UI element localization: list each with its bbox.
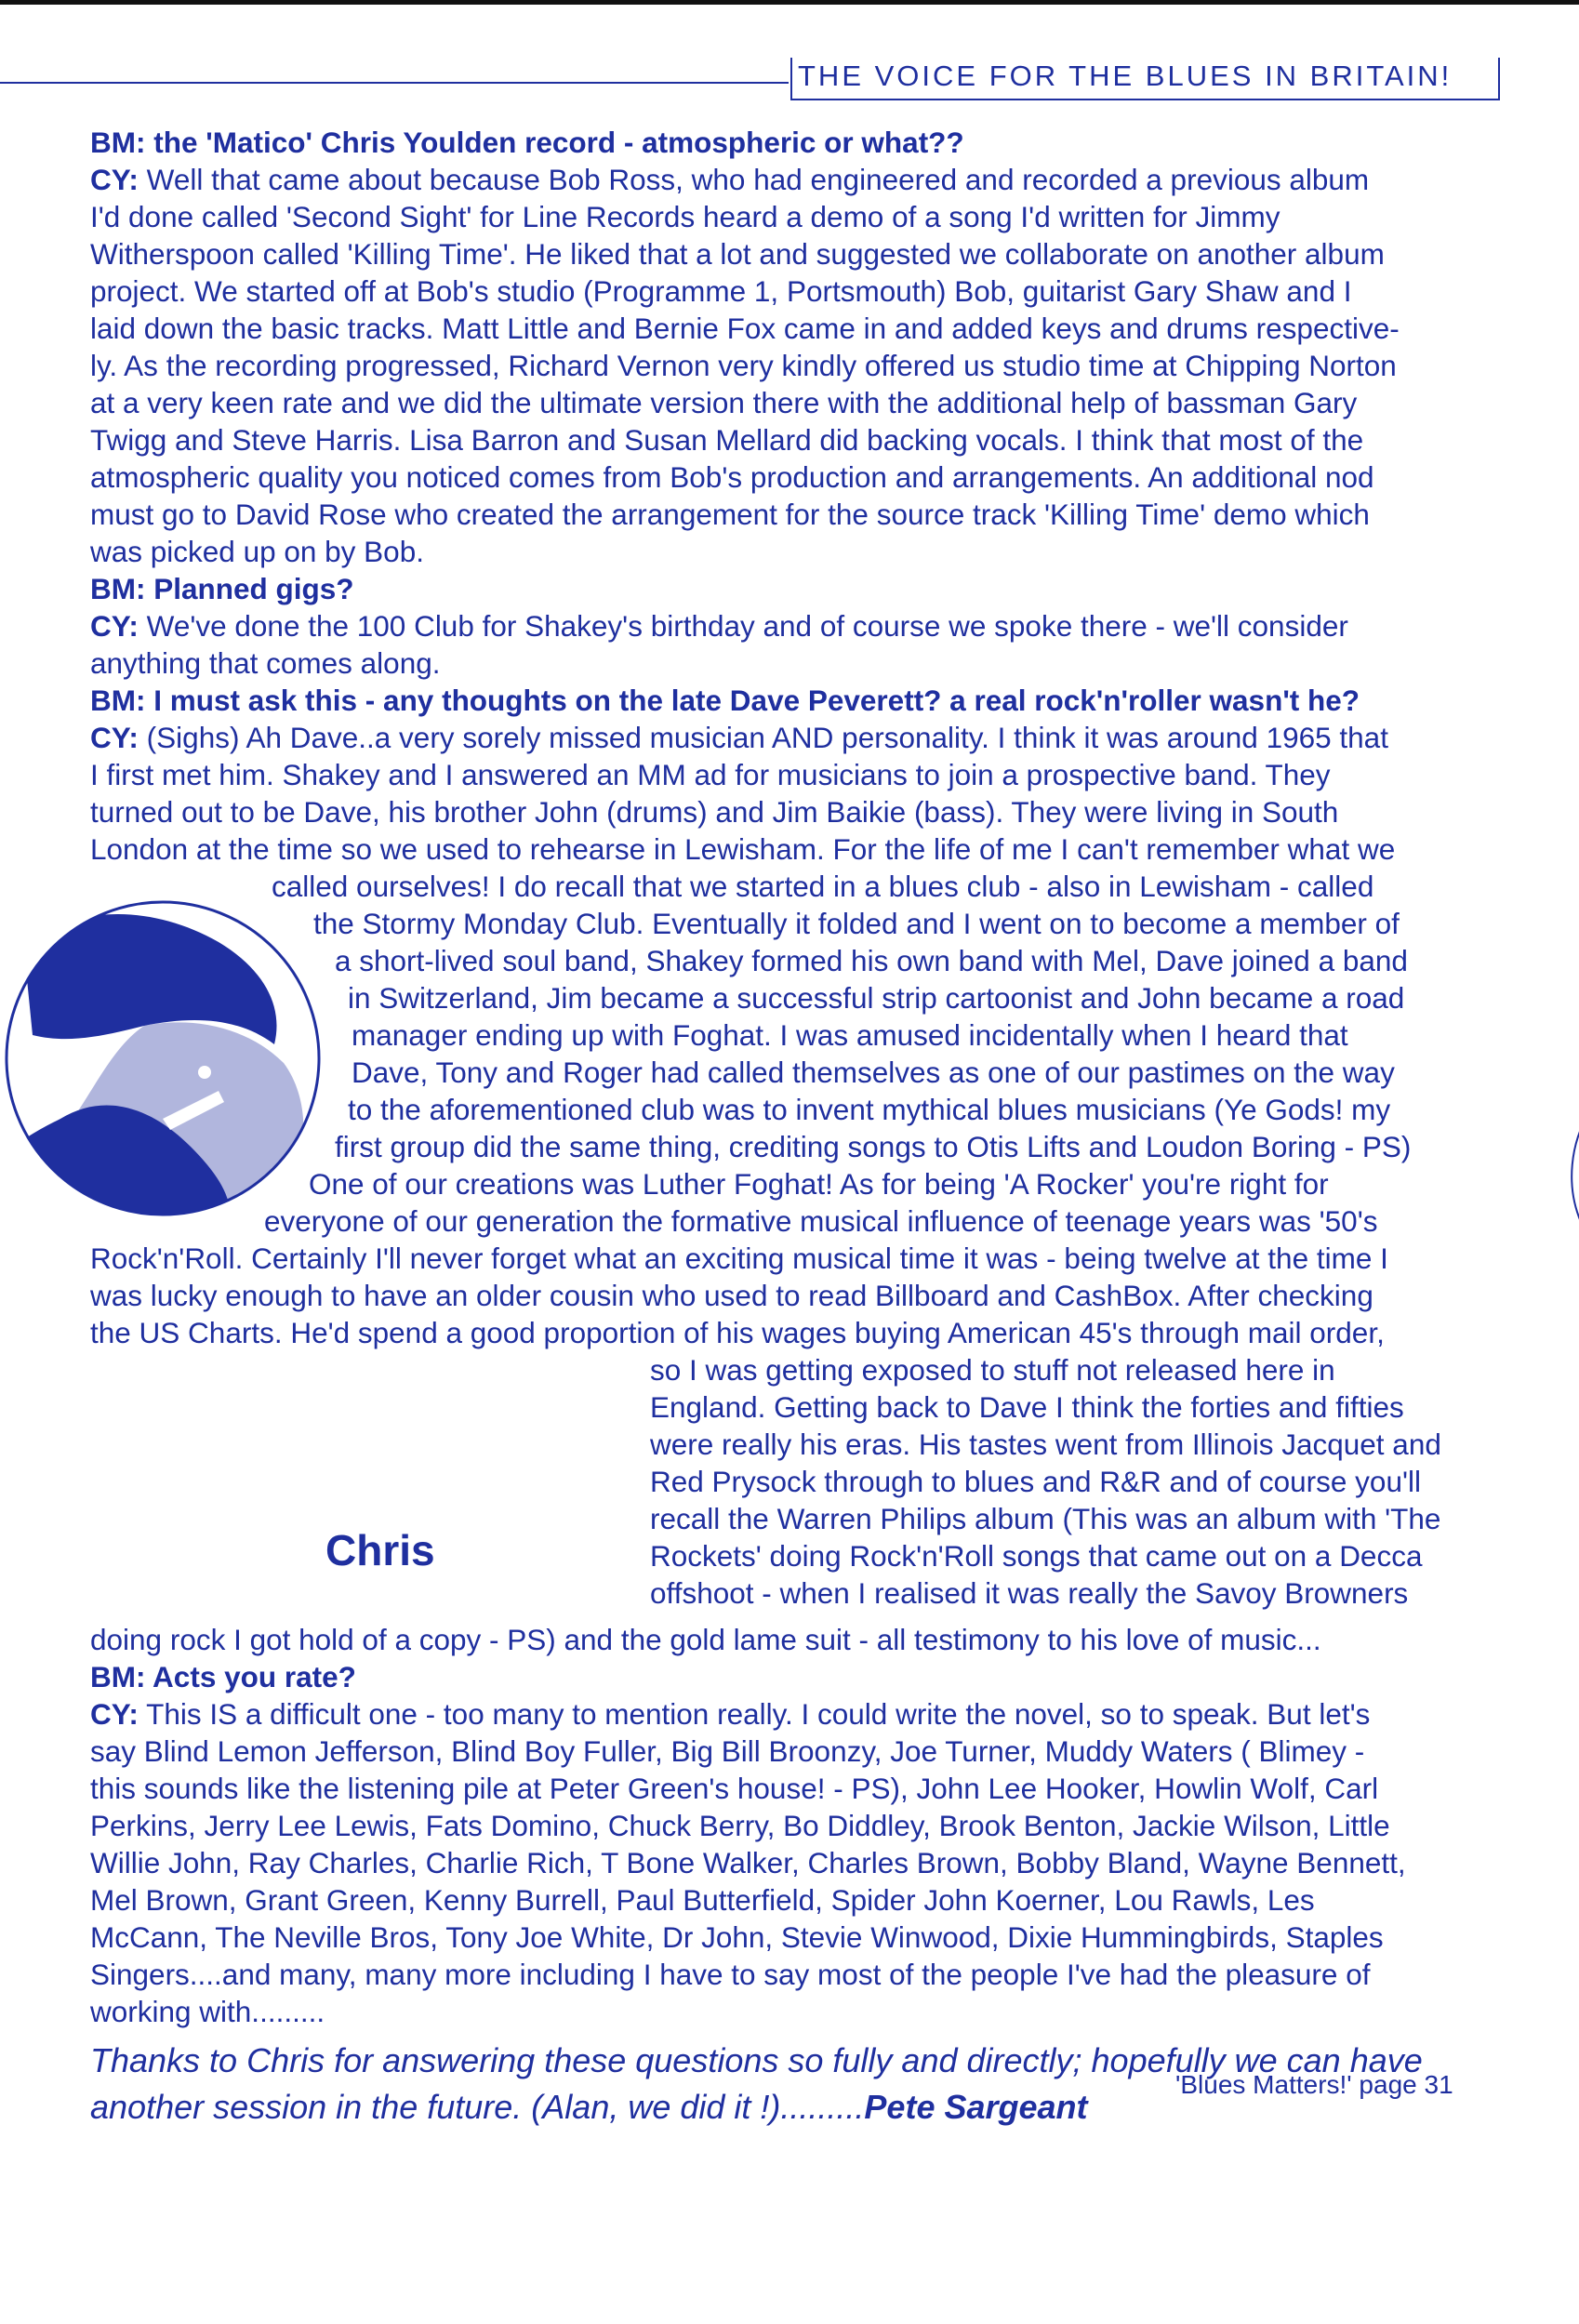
answer-3-line: offshoot - when I realised it was really the Savoy Browners bbox=[650, 1576, 1409, 1610]
answer-3-line: CY: (Sighs) Ah Dave..a very sorely missed musician AND personality. I think it was around 1965 that bbox=[90, 721, 1388, 754]
answer-4-line: Perkins, Jerry Lee Lewis, Fats Domino, Chuck Berry, Bo Diddley, Brook Benton, Jackie Wilson, Little bbox=[90, 1809, 1390, 1842]
answer-4-line: Mel Brown, Grant Green, Kenny Burrell, Paul Butterfield, Spider John Koerner, Lou Rawls, Les bbox=[90, 1883, 1315, 1917]
answer-4-line: this sounds like the listening pile at Peter Green's house! - PS), John Lee Hooker, Howlin Wolf, Carl bbox=[90, 1772, 1379, 1805]
answer-3-line: recall the Warren Philips album (This was an album with 'The bbox=[650, 1502, 1441, 1535]
answer-3-line: London at the time so we used to rehearse in Lewisham. For the life of me I can't remember what we bbox=[90, 832, 1396, 866]
answer-3-line: to the aforementioned club was to invent mythical blues musicians (Ye Gods! my bbox=[348, 1093, 1391, 1126]
answer-3-line: Dave, Tony and Roger had called themselves as one of our pastimes on the way bbox=[352, 1056, 1395, 1089]
answer-3-line: everyone of our generation the formative musical influence of teenage years was '50's bbox=[264, 1204, 1378, 1238]
answer-3-line: a short-lived soul band, Shakey formed his own band with Mel, Dave joined a band bbox=[335, 944, 1408, 977]
answer-3-line: Rockets' doing Rock'n'Roll songs that came out on a Decca bbox=[650, 1539, 1423, 1573]
answer-1-line: was picked up on by Bob. bbox=[90, 535, 424, 568]
answer-1-line: ly. As the recording progressed, Richard Vernon very kindly offered us studio time at Chipping Norton bbox=[90, 349, 1397, 382]
answer-3-line: the US Charts. He'd spend a good proportion of his wages buying American 45's through mail order, bbox=[90, 1316, 1385, 1349]
answer-3-line: first group did the same thing, crediting songs to Otis Lifts and Loudon Boring - PS) bbox=[335, 1130, 1412, 1163]
answer-4-line: CY: This IS a difficult one - too many to mention really. I could write the novel, so to speak. But let's bbox=[90, 1697, 1371, 1731]
page-footer: 'Blues Matters!' page 31 bbox=[1175, 2070, 1453, 2099]
photo-caption: Chris bbox=[325, 1526, 435, 1574]
answer-3-line: manager ending up with Foghat. I was amused incidentally when I heard that bbox=[352, 1018, 1348, 1052]
answer-2-line: CY: We've done the 100 Club for Shakey's birthday and of course we spoke there - we'll consider bbox=[90, 609, 1348, 643]
answer-1-line: project. We started off at Bob's studio (Programme 1, Portsmouth) Bob, guitarist Gary Shaw and I bbox=[90, 274, 1352, 308]
question-4: BM: Acts you rate? bbox=[90, 1660, 356, 1693]
answer-4-line: working with......... bbox=[90, 1995, 325, 2028]
closing-note-line: Thanks to Chris for answering these questions so fully and directly; hopefully we can have bbox=[90, 2041, 1423, 2079]
answer-1-line: laid down the basic tracks. Matt Little and Bernie Fox came in and added keys and drums respective- bbox=[90, 312, 1400, 345]
header-rule bbox=[0, 82, 789, 84]
closing-note-line: another session in the future. (Alan, we did it !).........Pete Sargeant bbox=[90, 2088, 1088, 2126]
speaker-label: CY: bbox=[90, 609, 139, 643]
answer-4-line: Singers....and many, many more including I have to say most of the people I've had the pleasure of bbox=[90, 1958, 1371, 1991]
answer-2-line: anything that comes along. bbox=[90, 646, 441, 680]
question-2: BM: Planned gigs? bbox=[90, 572, 354, 605]
question-1: BM: the 'Matico' Chris Youlden record - atmospheric or what?? bbox=[90, 126, 964, 159]
answer-1-line: I'd done called 'Second Sight' for Line Records heard a demo of a song I'd written for Jimmy bbox=[90, 200, 1280, 233]
speaker-label: CY: bbox=[90, 721, 139, 754]
answer-3-line: I first met him. Shakey and I answered an MM ad for musicians to join a prospective band. They bbox=[90, 758, 1331, 791]
answer-3-line: so I was getting exposed to stuff not released here in bbox=[650, 1353, 1335, 1387]
answer-3-line: were really his eras. His tastes went from Illinois Jacquet and bbox=[650, 1428, 1441, 1461]
answer-1-line: CY: Well that came about because Bob Ross, who had engineered and recorded a previous album bbox=[90, 163, 1370, 196]
answer-4-line: Willie John, Ray Charles, Charlie Rich, T Bone Walker, Charles Brown, Bobby Bland, Wayne Bennett, bbox=[90, 1846, 1406, 1879]
portrait-photo bbox=[5, 886, 339, 1221]
answer-1-line: must go to David Rose who created the arrangement for the source track 'Killing Time' demo which bbox=[90, 498, 1370, 531]
header-banner: THE VOICE FOR THE BLUES IN BRITAIN! bbox=[798, 60, 1453, 92]
answer-3-line: doing rock I got hold of a copy - PS) and the gold lame suit - all testimony to his love of music... bbox=[90, 1623, 1321, 1656]
answer-1-line: at a very keen rate and we did the ultimate version there with the additional help of bassman Gary bbox=[90, 386, 1358, 419]
answer-3-line: Red Prysock through to blues and R&R and of course you'll bbox=[650, 1465, 1421, 1498]
answer-3-line: England. Getting back to Dave I think the forties and fifties bbox=[650, 1390, 1404, 1424]
answer-3-line: the Stormy Monday Club. Eventually it folded and I went on to become a member of bbox=[313, 907, 1400, 940]
page-edge-arc bbox=[1527, 1069, 1579, 1274]
answer-3-line: called ourselves! I do recall that we started in a blues club - also in Lewisham - called bbox=[272, 870, 1374, 903]
answer-4-line: McCann, The Neville Bros, Tony Joe White, Dr John, Stevie Winwood, Dixie Hummingbirds, Staples bbox=[90, 1920, 1384, 1954]
answer-3-line: Rock'n'Roll. Certainly I'll never forget what an exciting musical time it was - being twelve at the time I bbox=[90, 1242, 1388, 1275]
answer-3-line: One of our creations was Luther Foghat! As for being 'A Rocker' you're right for bbox=[309, 1167, 1329, 1201]
answer-4-line: say Blind Lemon Jefferson, Blind Boy Fuller, Big Bill Broonzy, Joe Turner, Muddy Waters ( Blimey - bbox=[90, 1734, 1365, 1768]
author-signature: Pete Sargeant bbox=[864, 2088, 1088, 2126]
answer-3-line: in Switzerland, Jim became a successful strip cartoonist and John became a road bbox=[348, 981, 1405, 1015]
answer-1-line: Witherspoon called 'Killing Time'. He liked that a lot and suggested we collaborate on another album bbox=[90, 237, 1385, 271]
answer-3-line: turned out to be Dave, his brother John (drums) and Jim Baikie (bass). They were living in South bbox=[90, 795, 1339, 829]
answer-3-line: was lucky enough to have an older cousin who used to read Billboard and CashBox. After checking bbox=[90, 1279, 1373, 1312]
speaker-label: CY: bbox=[90, 163, 139, 196]
speaker-label: CY: bbox=[90, 1697, 139, 1731]
answer-1-line: atmospheric quality you noticed comes from Bob's production and arrangements. An additional nod bbox=[90, 460, 1374, 494]
question-3: BM: I must ask this - any thoughts on the late Dave Peverett? a real rock'n'roller wasn't he? bbox=[90, 684, 1360, 717]
answer-1-line: Twigg and Steve Harris. Lisa Barron and Susan Mellard did backing vocals. I think that most of the bbox=[90, 423, 1364, 457]
top-edge-bar bbox=[0, 0, 1579, 5]
